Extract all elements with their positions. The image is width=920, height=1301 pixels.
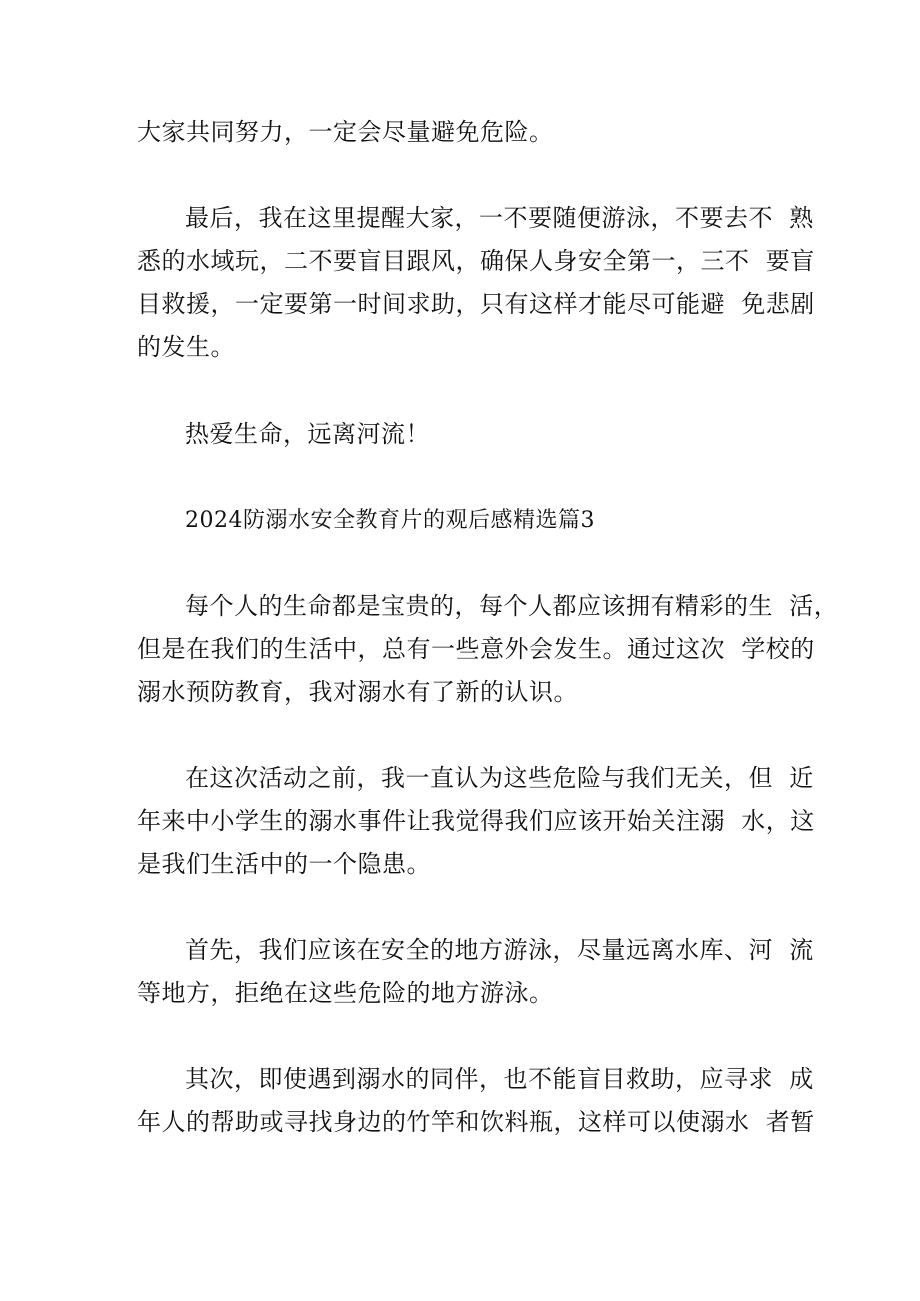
paragraph-line: 最后，我在这里提醒大家，一不要随便游泳，不要去不 熟 <box>185 204 814 232</box>
section-heading: 2024防溺水安全教育片的观后感精选篇3 <box>185 508 595 533</box>
paragraph-line: 首先，我们应该在安全的地方游泳，尽量远离水库、河 流 <box>185 936 814 964</box>
paragraph-line: 其次，即使遇到溺水的同伴，也不能盲目救助，应寻求 成 <box>185 1065 814 1093</box>
paragraph-line: 热爱生命，远离河流！ <box>185 420 430 448</box>
paragraph-line: 悉的水域玩，二不要盲目跟风，确保人身安全第一，三不 要盲 <box>137 247 815 275</box>
paragraph-line: 但是在我们的生活中，总有一些意外会发生。通过这次 学校的 <box>137 635 815 663</box>
paragraph-line: 年来中小学生的溺水事件让我觉得我们应该开始关注溺 水，这 <box>137 807 815 835</box>
paragraph-line: 每个人的生命都是宝贵的，每个人都应该拥有精彩的生 活， <box>185 592 839 620</box>
paragraph-line: 等地方，拒绝在这些危险的地方游泳。 <box>137 979 554 1007</box>
paragraph-line: 在这次活动之前，我一直认为这些危险与我们无关，但 近 <box>185 764 814 792</box>
paragraph-line: 的发生。 <box>137 333 235 361</box>
paragraph-line: 年人的帮助或寻找身边的竹竿和饮料瓶，这样可以使溺水 者暂 <box>137 1108 815 1136</box>
paragraph-line: 目救援，一定要第一时间求助，只有这样才能尽可能避 免悲剧 <box>137 290 815 318</box>
paragraph-line: 溺水预防教育，我对溺水有了新的认识。 <box>137 678 578 706</box>
paragraph-line: 大家共同努力，一定会尽量避免危险。 <box>137 118 554 146</box>
paragraph-line: 是我们生活中的一个隐患。 <box>137 850 431 878</box>
